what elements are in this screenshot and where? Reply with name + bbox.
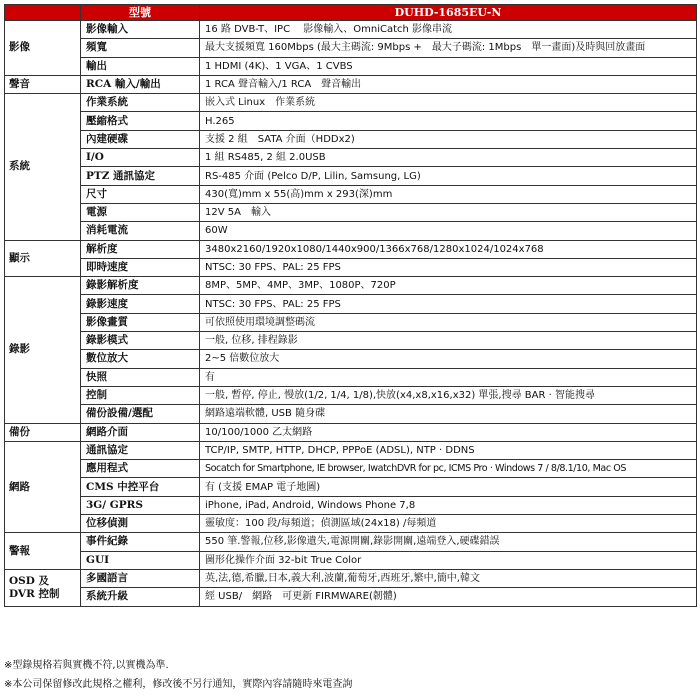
header-label: 型號: [81, 5, 200, 21]
spec-value: 嵌入式 Linux 作業系統: [200, 94, 697, 112]
spec-value: 靈敏度：100 段/每頻道；偵測區域(24x18) /每頻道: [200, 515, 697, 533]
table-row: [5, 588, 697, 606]
spec-label: 控制: [81, 386, 200, 404]
table-row: [5, 203, 697, 221]
table-row: [5, 130, 697, 148]
spec-value: 60W: [200, 222, 697, 240]
spec-value: TCP/IP, SMTP, HTTP, DHCP, PPPoE (ADSL), NTP · DDNS: [200, 441, 697, 459]
spec-value: 一般, 暫停, 停止, 慢放(1/2, 1/4, 1/8),快放(x4,x8,x16,x32) 單張,搜尋 BAR · 智能搜尋: [200, 386, 697, 404]
spec-label: 即時速度: [81, 258, 200, 276]
spec-value: 10/100/1000 乙太網路: [200, 423, 697, 441]
spec-label: GUI: [81, 551, 200, 569]
table-row: [5, 551, 697, 569]
category-cell: 警報: [5, 533, 81, 570]
category-cell: 網路: [5, 441, 81, 532]
table-row: [5, 149, 697, 167]
spec-value: 最大支援頻寬 160Mbps (最大主碼流: 9Mbps + 最大子碼流: 1Mbps 單一畫面)及時與回放畫面: [200, 39, 697, 57]
spec-value: 2~5 倍數位放大: [200, 350, 697, 368]
table-row: [5, 240, 697, 258]
table-row: [5, 478, 697, 496]
spec-value: 可依照使用環境調整碼流: [200, 313, 697, 331]
footnote-2: ※本公司保留修改此規格之權利，修改後不另行通知，實際內容請隨時來電查詢: [4, 679, 353, 690]
category-cell: 影像: [5, 21, 81, 76]
spec-value: 430(寬)mm x 55(高)mm x 293(深)mm: [200, 185, 697, 203]
footnotes: [4, 656, 696, 694]
spec-label: 壓縮格式: [81, 112, 200, 130]
spec-value: 有: [200, 368, 697, 386]
spec-label: 輸出: [81, 57, 200, 75]
spec-label: 應用程式: [81, 460, 200, 478]
spec-value: 一般, 位移, 排程錄影: [200, 332, 697, 350]
table-row: [5, 295, 697, 313]
spec-value: 8MP、5MP、4MP、3MP、1080P、720P: [200, 277, 697, 295]
table-row: [5, 112, 697, 130]
spec-label: 快照: [81, 368, 200, 386]
spec-label: 錄影速度: [81, 295, 200, 313]
table-row: [5, 57, 697, 75]
spec-label: CMS 中控平台: [81, 478, 200, 496]
spec-label: 事件紀錄: [81, 533, 200, 551]
spec-label: 3G/ GPRS: [81, 496, 200, 514]
spec-value: 網路遠端軟體, USB 隨身碟: [200, 405, 697, 423]
table-row: [5, 405, 697, 423]
spec-label: I/O: [81, 149, 200, 167]
table-row: [5, 515, 697, 533]
spec-value: 1 組 RS485, 2 組 2.0USB: [200, 149, 697, 167]
table-row: [5, 569, 697, 587]
spec-value: NTSC: 30 FPS、PAL: 25 FPS: [200, 258, 697, 276]
table-row: [5, 222, 697, 240]
spec-label: 數位放大: [81, 350, 200, 368]
table-row: [5, 350, 697, 368]
spec-value: 12V 5A 輸入: [200, 203, 697, 221]
spec-label: 備份設備/選配: [81, 405, 200, 423]
table-row: [5, 332, 697, 350]
spec-label: 位移偵測: [81, 515, 200, 533]
table-row: [5, 75, 697, 93]
spec-value: 1 HDMI (4K)、1 VGA、1 CVBS: [200, 57, 697, 75]
spec-label: 頻寬: [81, 39, 200, 57]
table-row: [5, 386, 697, 404]
category-cell: 聲音: [5, 75, 81, 93]
table-row: [5, 185, 697, 203]
spec-label: 錄影解析度: [81, 277, 200, 295]
spec-label: 電源: [81, 203, 200, 221]
header-empty-cell: [5, 5, 81, 21]
spec-label: 解析度: [81, 240, 200, 258]
table-row: [5, 277, 697, 295]
table-row: [5, 496, 697, 514]
table-row: [5, 167, 697, 185]
table-row: [5, 258, 697, 276]
spec-label: 影像輸入: [81, 21, 200, 39]
spec-label: 系統升級: [81, 588, 200, 606]
spec-value: 16 路 DVB-T、IPC 影像輸入、OmniCatch 影像串流: [200, 21, 697, 39]
table-row: [5, 39, 697, 57]
spec-label: 影像畫質: [81, 313, 200, 331]
table-row: [5, 21, 697, 39]
category-cell: 備份: [5, 423, 81, 441]
spec-value: 英,法,德,希臘,日本,義大利,波蘭,葡萄牙,西班牙,繁中,簡中,韓文: [200, 569, 697, 587]
table-header-row: [5, 5, 697, 21]
category-cell: OSD 及 DVR 控制: [5, 569, 81, 606]
spec-value: RS-485 介面 (Pelco D/P, Lilin, Samsung, LG): [200, 167, 697, 185]
spec-value: 有 (支援 EMAP 電子地圖): [200, 478, 697, 496]
category-cell: 錄影: [5, 277, 81, 423]
category-cell: 系統: [5, 94, 81, 240]
spec-value: 圖形化操作介面 32-bit True Color: [200, 551, 697, 569]
spec-label: 內建硬碟: [81, 130, 200, 148]
spec-label: 尺寸: [81, 185, 200, 203]
spec-value: H.265: [200, 112, 697, 130]
spec-value: NTSC: 30 FPS、PAL: 25 FPS: [200, 295, 697, 313]
table-row: [5, 460, 697, 478]
spec-value: 1 RCA 聲音輸入/1 RCA 聲音輸出: [200, 75, 697, 93]
table-row: [5, 94, 697, 112]
spec-label: 消耗電流: [81, 222, 200, 240]
spec-value: 550 筆.警報,位移,影像遺失,電源開關,錄影開關,遠端登入,硬碟錯誤: [200, 533, 697, 551]
table-row: [5, 441, 697, 459]
table-row: [5, 368, 697, 386]
spec-label: PTZ 通訊協定: [81, 167, 200, 185]
spec-table: [4, 4, 697, 607]
spec-label: RCA 輸入/輸出: [81, 75, 200, 93]
spec-label: 通訊協定: [81, 441, 200, 459]
spec-label: 錄影模式: [81, 332, 200, 350]
spec-value: 3480x2160/1920x1080/1440x900/1366x768/1280x1024/1024x768: [200, 240, 697, 258]
spec-value: Socatch for Smartphone, IE browser, IwatchDVR for pc, ICMS Pro · Windows 7 / 8/8.1/10, Mac OS: [200, 460, 697, 478]
spec-value: iPhone, iPad, Android, Windows Phone 7,8: [200, 496, 697, 514]
spec-label: 多國語言: [81, 569, 200, 587]
header-model: DUHD-1685EU-N: [200, 5, 697, 21]
spec-value: 支援 2 組 SATA 介面（HDDx2): [200, 130, 697, 148]
table-row: [5, 533, 697, 551]
spec-table-body: [5, 5, 697, 607]
table-row: [5, 313, 697, 331]
spec-value: 經 USB/ 網路 可更新 FIRMWARE(韌體): [200, 588, 697, 606]
category-cell: 顯示: [5, 240, 81, 277]
spec-label: 網路介面: [81, 423, 200, 441]
table-row: [5, 423, 697, 441]
footnote-1: ※型錄規格若與實機不符,以實機為準.: [4, 660, 169, 671]
spec-label: 作業系統: [81, 94, 200, 112]
